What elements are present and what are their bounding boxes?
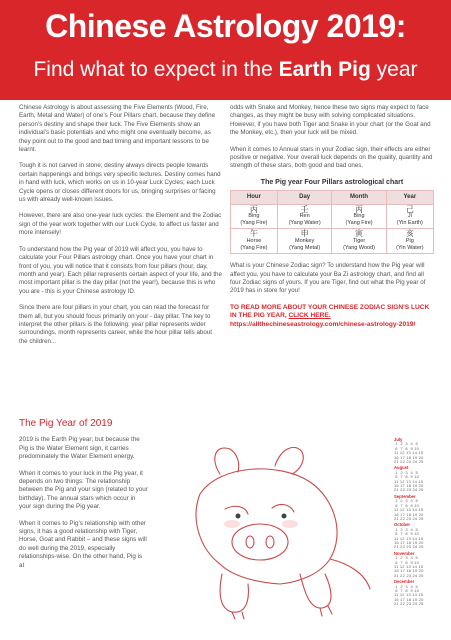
chinese-char: 寅: [355, 229, 364, 239]
main-title: Chinese Astrology 2019:: [45, 8, 406, 44]
chinese-char: 亥: [405, 229, 414, 239]
calendar-days: 21 22 23 24 25: [162, 515, 192, 521]
table-cell: [332, 204, 386, 229]
calendar-days: 1 2 3 4 5: [162, 498, 186, 504]
calendar-days: 11 12 13 14 15: [162, 507, 192, 513]
subtitle-post: year: [376, 58, 418, 81]
calendar-days: 6 7 8 9 10: [162, 445, 188, 451]
calendar-month-name: October: [394, 522, 411, 528]
calendar-right: [394, 436, 434, 607]
calendar-days: 16 17 18 19 20: [394, 539, 424, 545]
cell-element: (Yin Water): [396, 244, 424, 251]
table-cell: [231, 204, 278, 229]
cta-text: TO READ MORE ABOUT YOUR CHINESE ZODIAC SIGN'S LUCK IN THE PIG YEAR,: [230, 303, 430, 320]
cell-name: Tiger: [352, 238, 366, 245]
calendar-days: 6 7 8 9 10: [394, 445, 420, 451]
paragraph: Chinese Astrology is about assessing the Five Elements (Wood, Fire, Earth, Metal and Water) of one’s Four Pillars chart, because they define person’s destiny and shape their luck. The Five Elements show an individual’s basic potentials and who might one eventually become, as they point out to the good and bad timing and important lessons to be learnt.: [19, 104, 216, 154]
section-heading: The Pig Year of 2019: [19, 418, 113, 429]
calendar-days: 21 22 23 24 25: [394, 544, 424, 550]
table-cell: [332, 229, 386, 254]
paragraph: odds with Snake and Monkey, hence these two signs may expect to face changes, as they might be busy with solving complicated situations. However, if you have both Tiger and Snake in your chart (or the Goat and the Monkey, etc.), then your luck will be mixed.: [230, 104, 431, 137]
table-header-row: [231, 191, 434, 204]
cell-element: (Yang Wood): [343, 244, 375, 251]
calendar-days: 16 17 18 19 20: [162, 454, 192, 460]
table-row: [231, 229, 434, 254]
paragraph: When it comes to Pig’s relationship with other signs, it has a good relationship with Tiger, Horse, Goat and Rabbit – and these signs will do well during the 2019, especially relationships-wise. On the other hand, Pig is at: [19, 519, 147, 569]
calendar-month-name: January: [162, 437, 179, 442]
calendar-days: 16 17 18 19 20: [394, 568, 424, 574]
chinese-char: 丙: [355, 204, 364, 214]
calendar-days: 6 7 8 9 10: [162, 588, 188, 593]
subtitle-bold: Earth Pig: [278, 58, 371, 81]
subtitle: [0, 58, 451, 82]
pig-eye: [282, 514, 287, 519]
calendar-days: 6 7 8 9 10: [394, 502, 420, 508]
cell-name: Ren: [299, 213, 310, 220]
header-day: Day: [277, 191, 332, 204]
calendar-days: 6 7 8 9 10: [162, 559, 188, 565]
table-row: [231, 204, 434, 229]
paragraph: To understand how the Pig year of 2019 will affect you, you have to calculate your Four Pillars astrology chart. Once you have your chart in front of you, you will notice that it consists from four pillars (hour, day, month and year). Each pillar represents certain aspect of your life, and the most important pillar is the day pillar (not the year!), because this is who you are - this is your Chinese astrology ID.: [19, 245, 222, 295]
calendar-days: 11 12 13 14 15: [162, 450, 192, 456]
calendar-days: 21 22 23 24 25: [162, 601, 192, 607]
header-year: Year: [386, 191, 433, 204]
table-cell: [386, 229, 433, 254]
article-url-link[interactable]: https://allthechineseastrology.com/chinese-astrology-2019/: [230, 320, 416, 328]
calendar-days: 1 2 3 4 5: [162, 526, 186, 532]
calendar-days: 1 2 3 4 5: [394, 498, 418, 504]
calendar-days: 6 7 8 9 10: [394, 531, 420, 537]
calendar-days: 1 2 3 4 5: [394, 441, 418, 447]
calendar-days: 11 12 13 14 15: [394, 478, 424, 484]
calendar-days: 11 12 13 14 15: [394, 507, 424, 513]
calendar-days: 6 7 8 9 10: [394, 474, 420, 480]
subtitle-pre: Find what to expect in the: [33, 58, 273, 81]
pig-year-section: [19, 420, 149, 578]
calendar-days: 11 12 13 14 15: [162, 563, 192, 569]
cell-name: Pig: [405, 238, 414, 245]
calendar-days: 16 17 18 19 20: [394, 454, 424, 460]
cell-element: (Yang Water): [288, 219, 321, 226]
calendar-days: 21 22 23 24 25: [394, 515, 424, 521]
cell-element: (Yang Fire): [345, 219, 373, 226]
cell-name: Horse: [246, 238, 262, 245]
chinese-char: 申: [300, 229, 309, 239]
calendar-month-name: March: [162, 493, 175, 499]
calendar-month-name: May: [162, 550, 171, 556]
calendar-days: 6 7 8 9 10: [162, 474, 188, 480]
cell-element: (Yin Earth): [396, 219, 423, 226]
calendar-days: 16 17 18 19 20: [162, 539, 192, 545]
calendar-days: 21 22 23 24 25: [162, 459, 192, 465]
cell-element: (Yang Fire): [240, 244, 268, 251]
calendar-days: 11 12 13 14 15: [162, 478, 192, 484]
calendar-days: 16 17 18 19 20: [162, 511, 192, 517]
calendar-days: 1 2 3 4 5: [162, 583, 186, 589]
calendar-days: 16 17 18 19 20: [394, 483, 424, 489]
chinese-char: 丙: [249, 204, 258, 214]
calendar-days: 1 2 3 4 5: [394, 583, 418, 589]
pig-eye: [236, 514, 241, 519]
paragraph: Since there are four pillars in your chart, you can read the forecast for them all, but you should focus primarily on your - day pillar. The key to interpret the other pillars is the following: year pillar represents wider surroundings, month represents career, while the hour pillar tells about the children...: [19, 304, 212, 345]
cell-name: Ji: [407, 213, 412, 220]
table-title: The Pig year Four Pillars astrological chart: [260, 178, 404, 186]
calendar-days: 1 2 3 4 5: [162, 469, 186, 475]
right-column: [230, 104, 434, 329]
cell-name: Monkey: [294, 238, 315, 245]
paragraph: When it comes to Annual stars in your Zodiac sign, their effects are either positive or negative. Your overall luck depends on the quality, quantity and strength of these stars, both good and bad ones.: [230, 145, 433, 170]
read-more-cta: [230, 304, 434, 329]
paragraph: However, there are also one-year luck cycles: the Element and the Zodiac sign of the year work together with our Luck Cycle, to affect us faster and more intensely!: [19, 212, 222, 237]
left-column: [19, 104, 222, 354]
calendar-month-name: November: [394, 550, 415, 556]
click-here-link[interactable]: CLICK HERE.: [288, 312, 331, 320]
calendar-days: 16 17 18 19 20: [162, 483, 192, 489]
calendar-days: 21 22 23 24 25: [162, 487, 192, 493]
calendar-days: 1 2 3 4 5: [394, 469, 418, 475]
calendar-days: 21 22 23 24 25: [162, 572, 192, 578]
calendar-days: 16 17 18 19 20: [394, 511, 424, 517]
calendar-days: 1 2 3 4 5: [162, 555, 186, 561]
calendar-days: 16 17 18 19 20: [394, 596, 424, 602]
title-banner: [0, 0, 451, 100]
calendar-days: 21 22 23 24 25: [394, 459, 424, 465]
four-pillars-table: [230, 190, 434, 254]
calendar-days: 21 22 23 24 25: [162, 544, 192, 550]
calendar-days: 11 12 13 14 15: [394, 450, 424, 456]
calendar-days: 6 7 8 9 10: [394, 588, 420, 593]
calendar-month-name: June: [162, 579, 172, 585]
calendar-days: 16 17 18 19 20: [162, 596, 192, 602]
calendar-days: 21 22 23 24 25: [394, 487, 424, 493]
calendar-days: 11 12 13 14 15: [394, 563, 424, 569]
cell-element: (Yang Fire): [240, 219, 268, 226]
calendar-days: 1 2 3 4 5: [394, 526, 418, 532]
chinese-char: 壬: [300, 204, 309, 214]
calendar-days: 11 12 13 14 15: [162, 592, 192, 598]
chinese-char: 午: [249, 229, 258, 239]
calendar-month-name: August: [394, 465, 409, 471]
calendar-days: 6 7 8 9 10: [394, 559, 420, 565]
calendar-days: 6 7 8 9 10: [162, 531, 188, 537]
calendar-month-name: December: [394, 579, 415, 585]
table-cell: [277, 204, 332, 229]
calendar-days: 11 12 13 14 15: [394, 592, 424, 598]
calendar-month-name: April: [162, 522, 172, 528]
header-month: Month: [332, 191, 386, 204]
table-cell: [277, 229, 332, 254]
calendar-month-name: July: [394, 437, 403, 442]
calendar-days: 11 12 13 14 15: [394, 535, 424, 541]
cell-name: Bing: [353, 213, 365, 220]
calendar-days: 21 22 23 24 25: [394, 601, 424, 607]
chinese-char: 己: [405, 204, 414, 214]
table-cell: [231, 229, 278, 254]
paragraph: Tough it is not carved in stone; destiny always directs people towards certain happenings and brings very specific lectures. Destiny comes hand in hand with luck, which works on us in 10-year Luck Cycles; each Luck Cycle opens or closes different doors for us, bringing surprises or facing us with already well-known issues.: [19, 162, 221, 204]
pig-illustration: [160, 424, 384, 624]
calendar-days: 1 2 3 4 5: [162, 441, 186, 447]
header-hour: Hour: [231, 191, 278, 204]
cell-name: Bing: [248, 213, 260, 220]
calendar-days: 16 17 18 19 20: [162, 568, 192, 574]
table-cell: [386, 204, 433, 229]
calendar-month-name: February: [162, 465, 180, 471]
calendar-days: 11 12 13 14 15: [162, 535, 192, 541]
cell-element: (Yang Metal): [289, 244, 321, 251]
paragraph: 2019 is the Earth Pig year; but because the Pig is the Water Element sign, it carries predominately the Water Element energy.: [19, 436, 140, 461]
calendar-days: 6 7 8 9 10: [162, 502, 188, 508]
calendar-days: 1 2 3 4 5: [394, 555, 418, 561]
calendar-days: 21 22 23 24 25: [394, 572, 424, 578]
paragraph: When it comes to your luck in the Pig year, it depends on two things: The relationship between the Pig and your sign (related to your birthday). The annual stars which occur in your sign during the Pig year.: [19, 469, 148, 511]
calendar-month-name: September: [394, 493, 416, 499]
paragraph: What is your Chinese Zodiac sign? To understand how the Pig year will affect you, you have to calculate your Ba Zi astrology chart, and find all four Zodiac signs of yours. If you are Tiger, find out what the Pig year of 2019 has in store for you!: [230, 262, 426, 295]
